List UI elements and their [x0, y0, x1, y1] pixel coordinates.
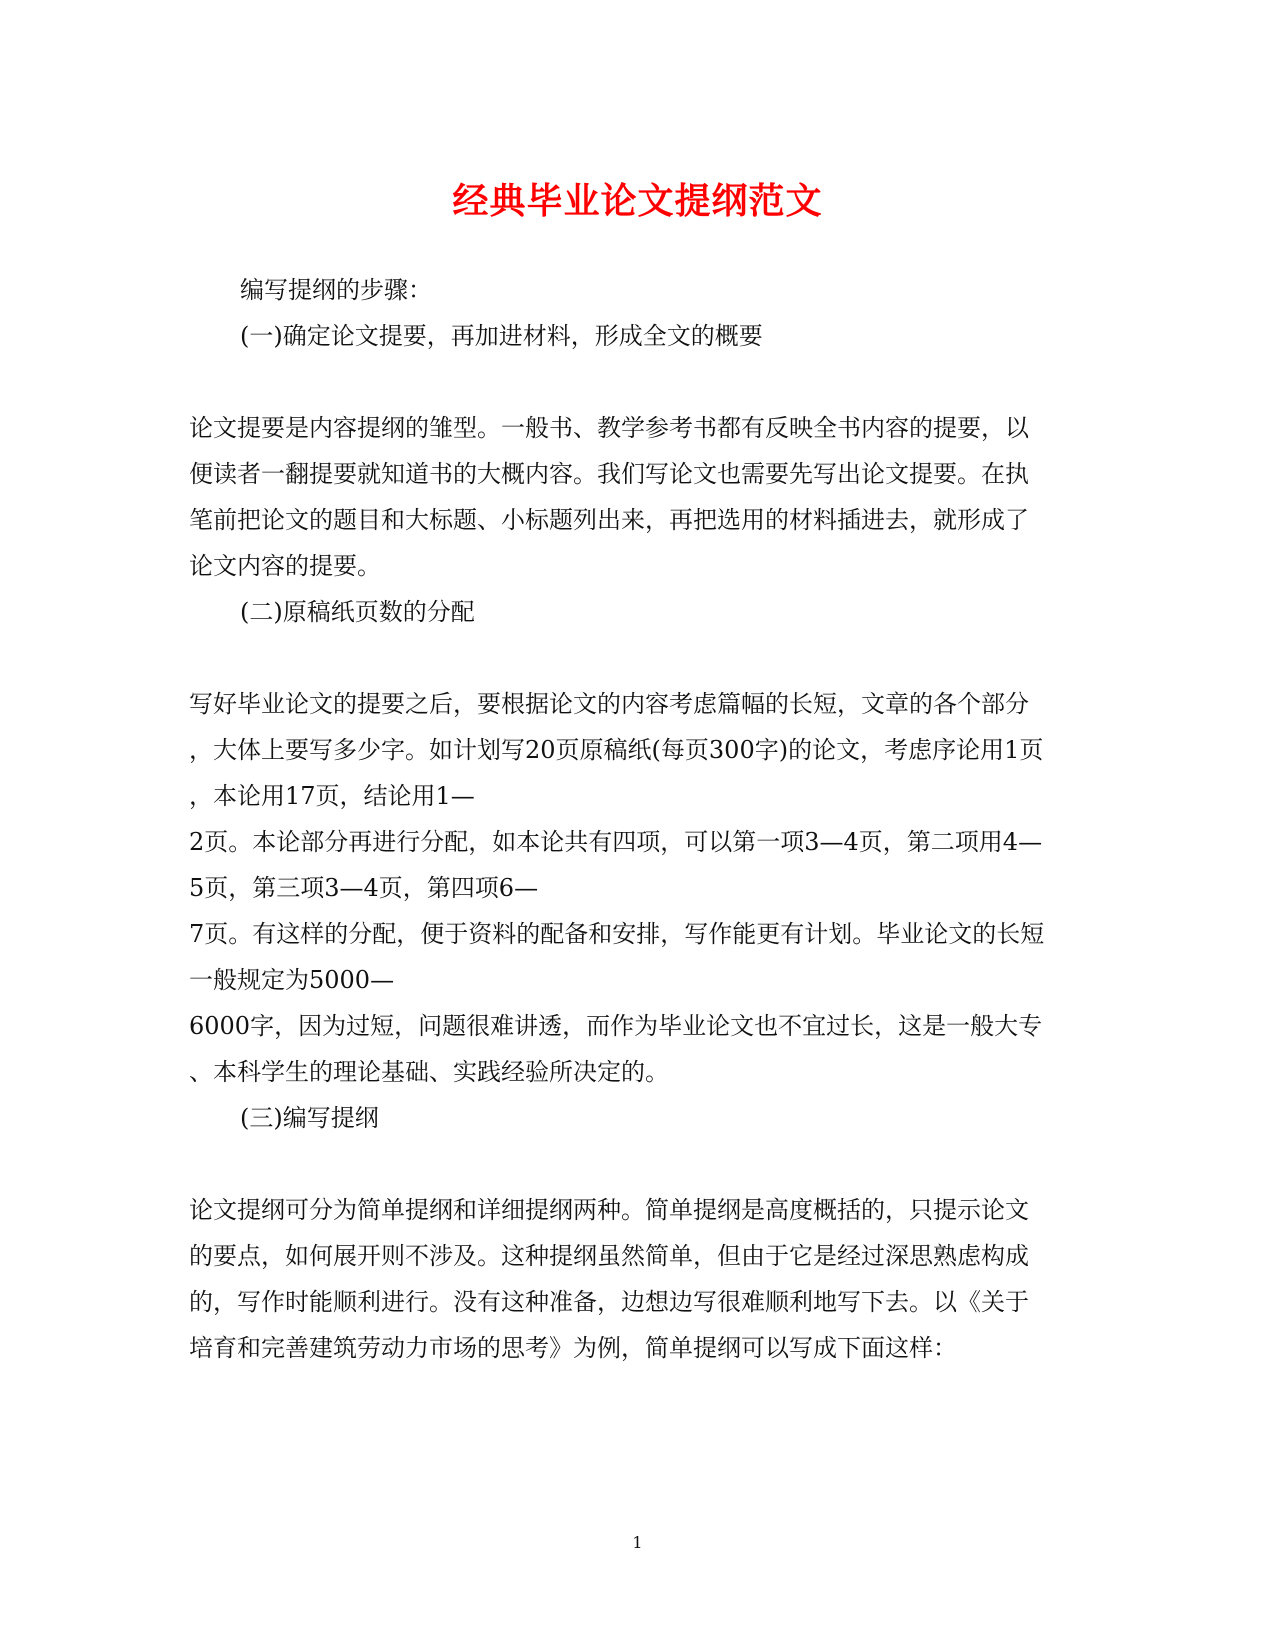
section-heading: (二)原稿纸页数的分配	[240, 598, 475, 626]
paragraph-line: 论文内容的提要。	[189, 552, 381, 580]
paragraph-line: 培育和完善建筑劳动力市场的思考》为例，简单提纲可以写成下面这样：	[189, 1334, 957, 1362]
paragraph-line: 论文提纲可分为简单提纲和详细提纲两种。简单提纲是高度概括的，只提示论文	[189, 1196, 1029, 1224]
document-title: 经典毕业论文提纲范文	[452, 180, 823, 222]
page-number: 1	[632, 1533, 643, 1552]
section-heading: (三)编写提纲	[240, 1104, 379, 1132]
section-heading: (一)确定论文提要，再加进材料，形成全文的概要	[240, 322, 763, 350]
paragraph-line: 、本科学生的理论基础、实践经验所决定的。	[189, 1058, 669, 1086]
paragraph-line: ，大体上要写多少字。如计划写20页原稿纸(每页300字)的论文，考虑序论用1页	[189, 736, 1044, 764]
paragraph-line: 编写提纲的步骤：	[240, 276, 432, 304]
paragraph-line: 写好毕业论文的提要之后，要根据论文的内容考虑篇幅的长短，文章的各个部分	[189, 690, 1029, 718]
paragraph-line: 笔前把论文的题目和大标题、小标题列出来，再把选用的材料插进去，就形成了	[189, 506, 1029, 534]
paragraph-line: 一般规定为5000—	[189, 966, 395, 994]
paragraph-line: 2页。本论部分再进行分配，如本论共有四项，可以第一项3—4页，第二项用4—	[189, 828, 1043, 856]
paragraph-line: ，本论用17页，结论用1—	[189, 782, 475, 810]
paragraph-line: 7页。有这样的分配，便于资料的配备和安排，写作能更有计划。毕业论文的长短	[189, 920, 1045, 948]
paragraph-line: 6000字，因为过短，问题很难讲透，而作为毕业论文也不宜过长，这是一般大专	[189, 1012, 1043, 1040]
paragraph-line: 的，写作时能顺利进行。没有这种准备，边想边写很难顺利地写下去。以《关于	[189, 1288, 1029, 1316]
paragraph-line: 论文提要是内容提纲的雏型。一般书、教学参考书都有反映全书内容的提要，以	[189, 414, 1029, 442]
paragraph-line: 便读者一翻提要就知道书的大概内容。我们写论文也需要先写出论文提要。在执	[189, 460, 1029, 488]
paragraph-line: 的要点，如何展开则不涉及。这种提纲虽然简单，但由于它是经过深思熟虑构成	[189, 1242, 1029, 1270]
paragraph-line: 5页，第三项3—4页，第四项6—	[189, 874, 539, 902]
